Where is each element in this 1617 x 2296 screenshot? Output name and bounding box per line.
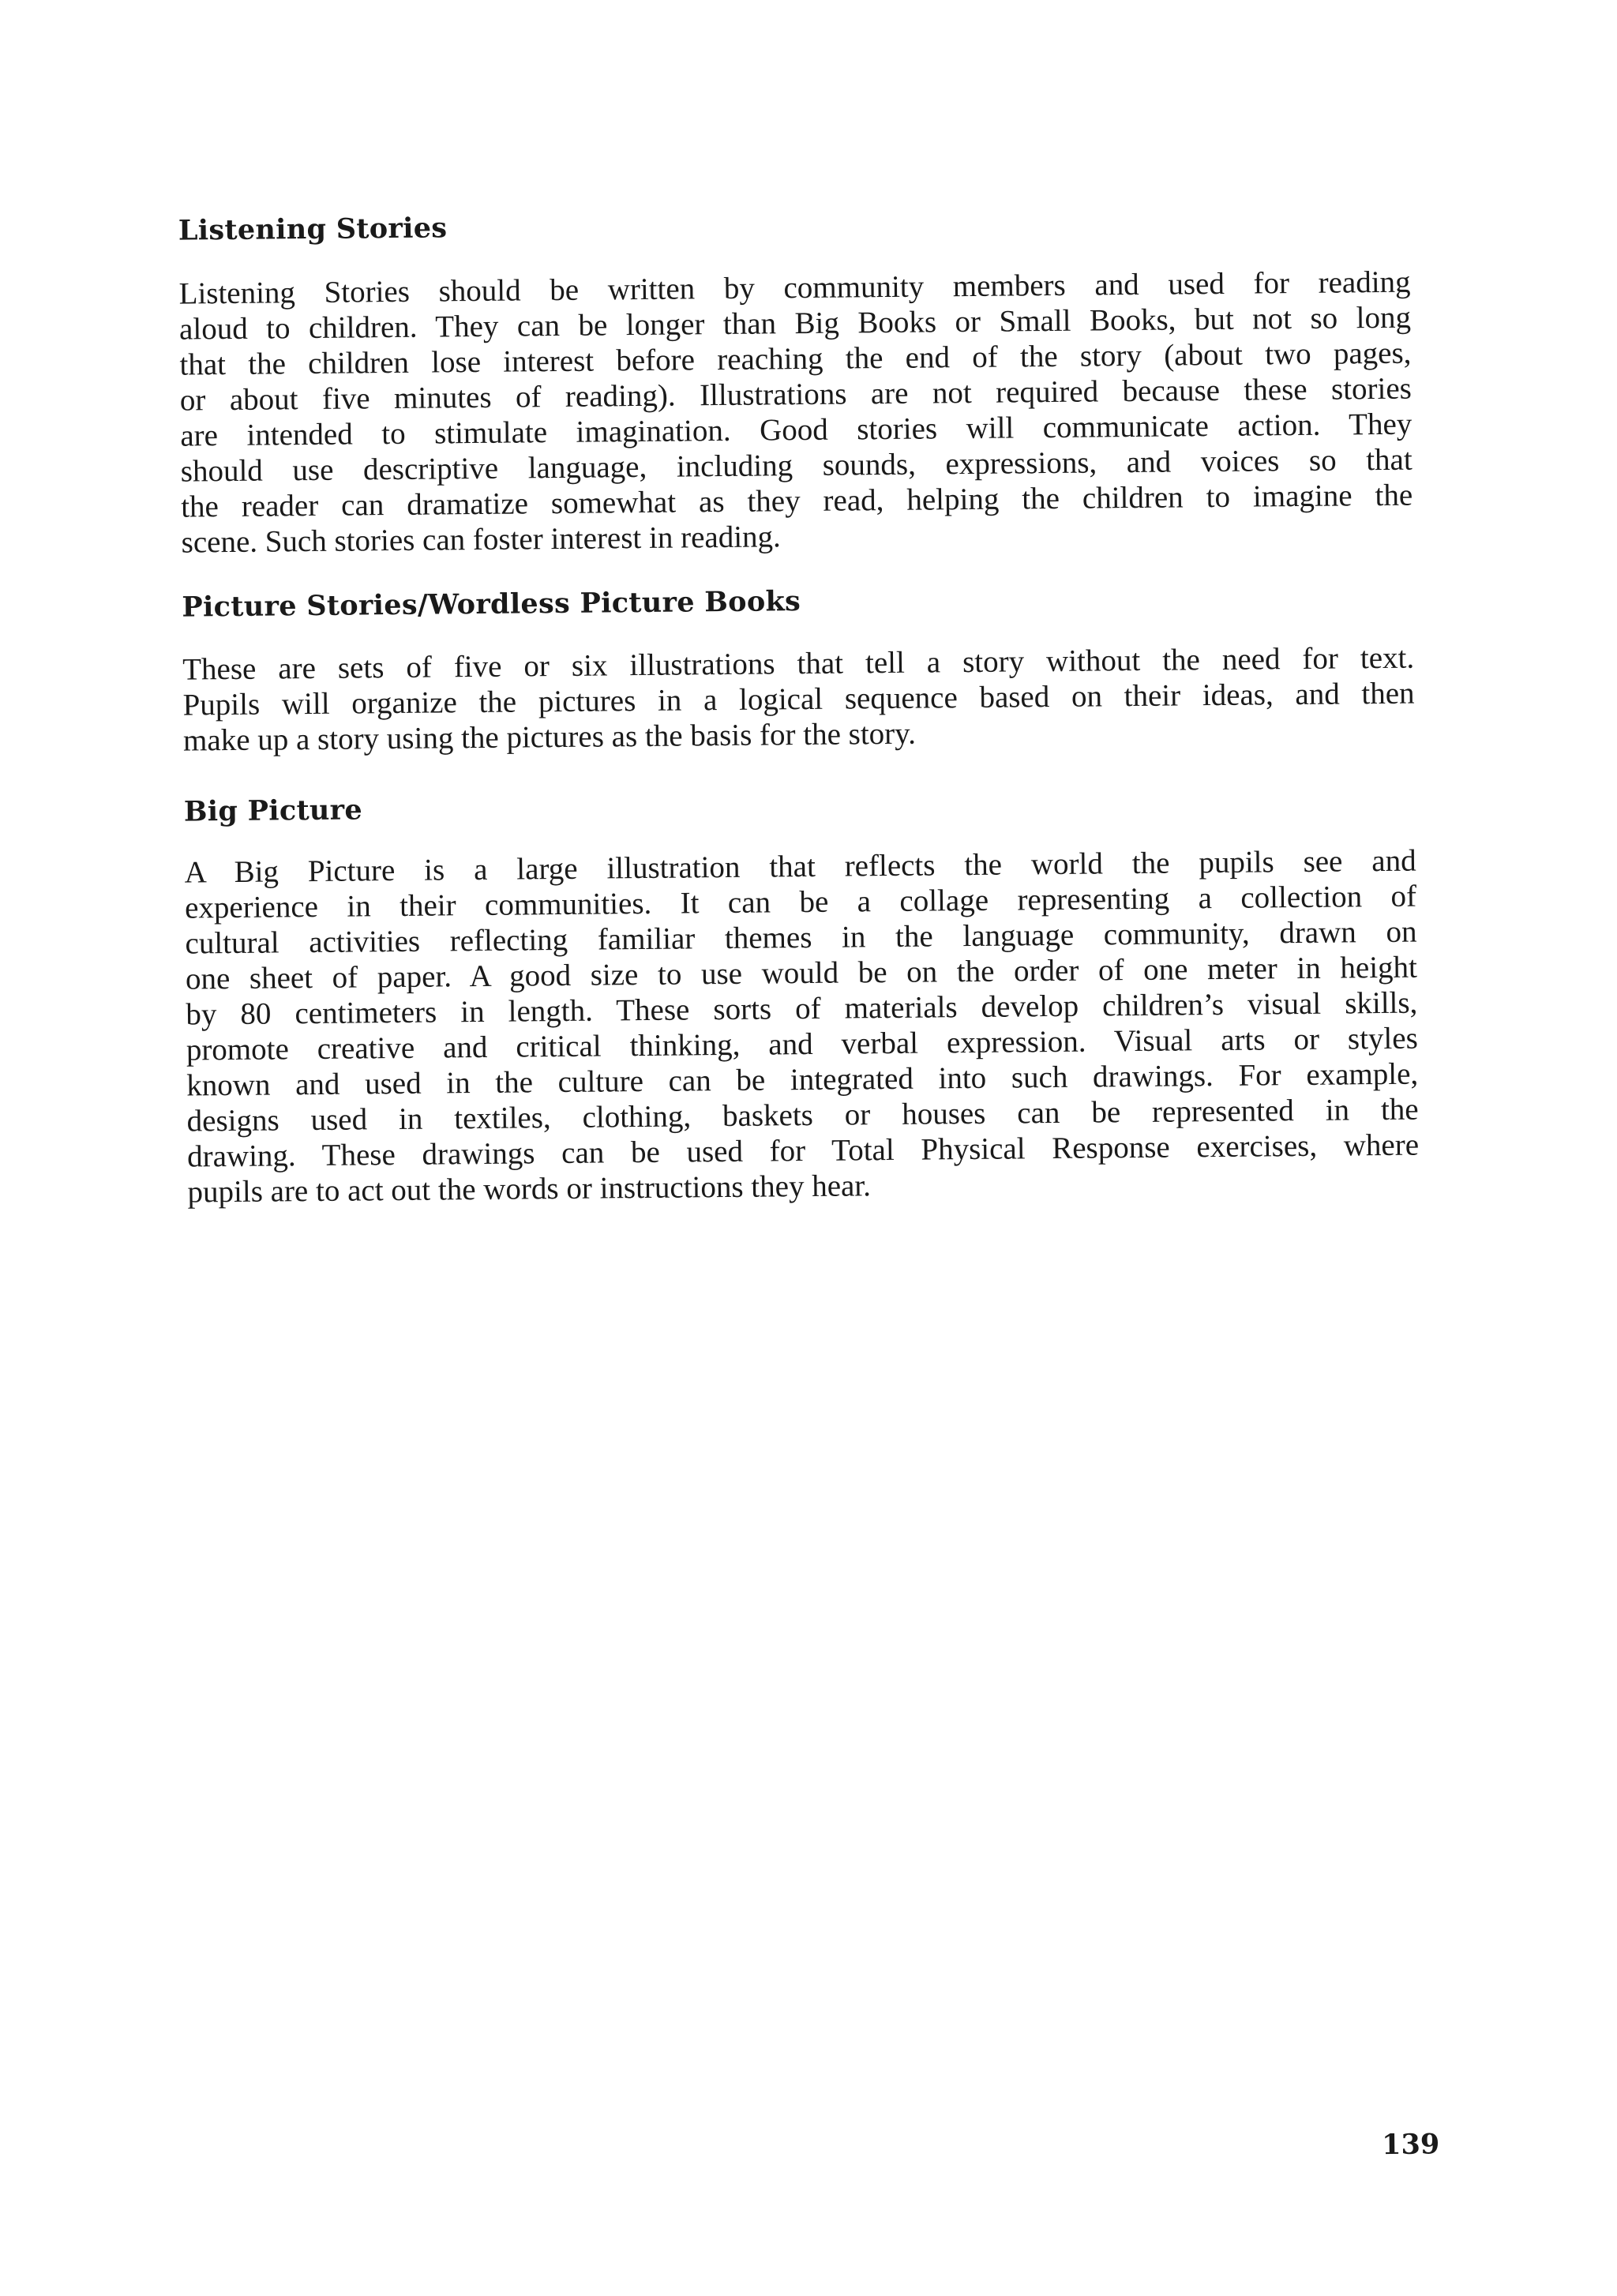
text-line: are intended to stimulate imagination. Good stories will communicate action. They — [180, 407, 1413, 453]
text-line: Pupils will organize the pictures in a logical sequence based on their ideas, and then — [182, 676, 1415, 722]
text-line: pupils are to act out the words or instructions they hear. — [187, 1169, 872, 1210]
text-line: the reader can dramatize somewhat as they read, helping the children to imagine the — [181, 478, 1413, 524]
text-line: one sheet of paper. A good size to use would be on the order of one meter in height — [185, 950, 1418, 996]
paragraph-picture-stories — [182, 640, 1415, 759]
text-line: A Big Picture is a large illustration that reflects the world the pupils see and — [184, 843, 1416, 890]
text-line: or about five minutes of reading). Illustrations are not required because these stories — [179, 371, 1413, 418]
paragraph-big-picture — [184, 843, 1419, 1210]
text-line: known and used in the culture can be integrated into such drawings. For example, — [186, 1056, 1419, 1103]
text-line: should use descriptive language, including sounds, expressions, and voices so that — [180, 442, 1413, 489]
text-line: make up a story using the pictures as the basis for the story. — [182, 716, 917, 758]
text-line: by 80 centimeters in length. These sorts of materials develop children’s visual skills, — [186, 985, 1418, 1032]
page-number: 139 — [1382, 2128, 1440, 2162]
text-line: Listening Stories should be written by community members and used for reading — [178, 264, 1411, 311]
text-line: cultural activities reflecting familiar themes in the language community, drawn on — [185, 914, 1417, 961]
text-line: aloud to children. They can be longer than Big Books or Small Books, but not so long — [178, 300, 1412, 347]
text-line: scene. Such stories can foster interest in reading. — [181, 520, 781, 560]
text-line: that the children lose interest before reaching the end of the story (about two pages, — [179, 336, 1412, 382]
section-heading-big-picture: Big Picture — [183, 793, 363, 828]
section-heading-listening-stories: Listening Stories — [178, 212, 448, 247]
text-line: These are sets of five or six illustrations that tell a story without the need for text. — [182, 640, 1415, 687]
text-line: promote creative and critical thinking, and verbal expression. Visual arts or styles — [186, 1021, 1418, 1067]
text-line: experience in their communities. It can be a collage representing a collection of — [184, 879, 1417, 925]
text-line: designs used in textiles, clothing, baskets or houses can be represented in the — [186, 1092, 1419, 1139]
paragraph-listening-stories — [178, 264, 1413, 561]
section-heading-picture-stories: Picture Stories/Wordless Picture Books — [182, 585, 801, 624]
text-line: drawing. These drawings can be used for Total Physical Response exercises, where — [186, 1127, 1420, 1174]
